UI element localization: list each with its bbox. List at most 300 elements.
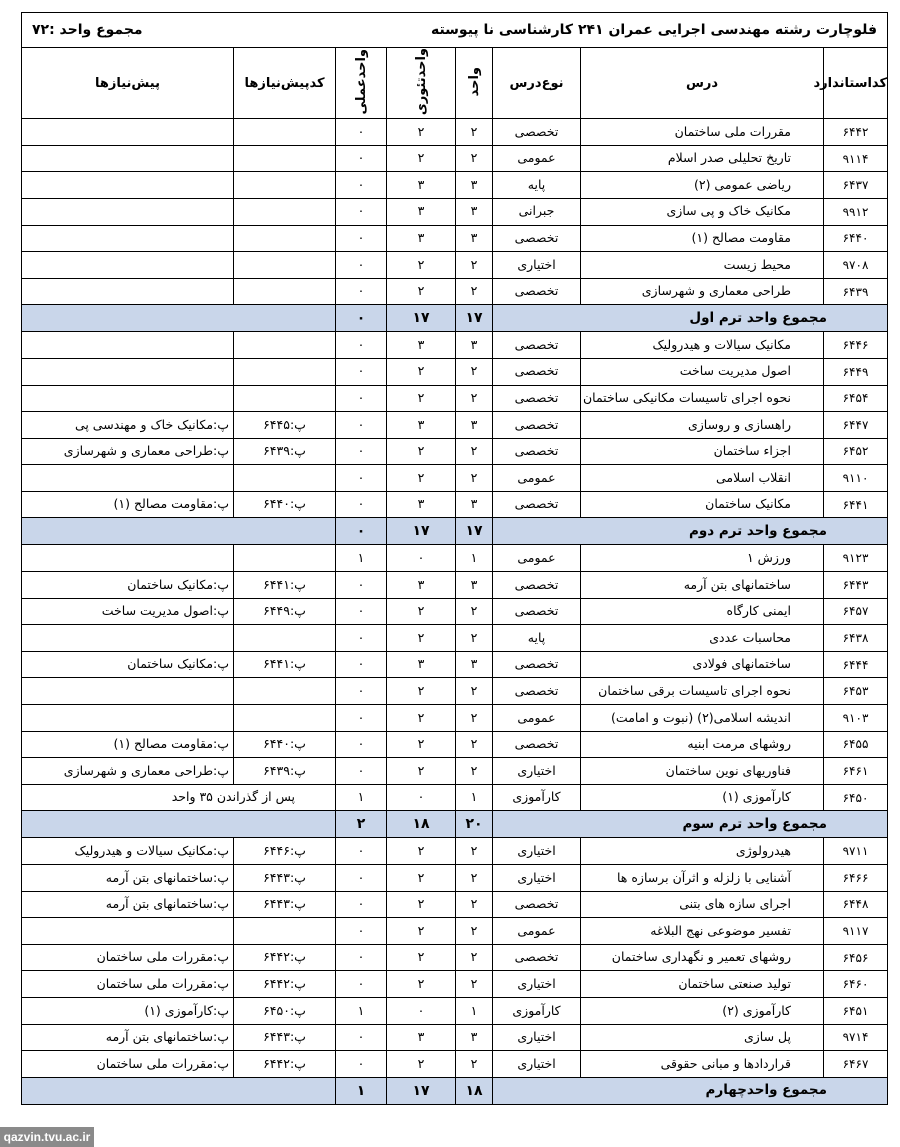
course-code: ۹۷۰۸ — [824, 252, 888, 279]
course-theory: ۲ — [387, 358, 456, 385]
course-units: ۲ — [456, 145, 493, 172]
course-code: ۶۴۴۷ — [824, 412, 888, 439]
total-units: ۱۸ — [456, 1077, 493, 1104]
course-units: ۳ — [456, 412, 493, 439]
course-row — [21, 412, 887, 439]
course-units: ۲ — [456, 865, 493, 892]
prerequisite-name — [21, 358, 233, 385]
course-practical: ۰ — [336, 758, 387, 785]
course-code: ۶۴۵۰ — [824, 784, 888, 811]
course-type: پایه — [493, 172, 581, 199]
course-type: تخصصی — [493, 332, 581, 359]
course-practical: ۰ — [336, 651, 387, 678]
course-theory: ۲ — [387, 705, 456, 732]
course-row — [21, 145, 887, 172]
course-row — [21, 891, 887, 918]
header-theory — [387, 48, 456, 119]
course-theory: ۲ — [387, 385, 456, 412]
course-code: ۶۴۵۷ — [824, 598, 888, 625]
course-code: ۶۴۶۱ — [824, 758, 888, 785]
course-units: ۲ — [456, 252, 493, 279]
course-practical: ۰ — [336, 918, 387, 945]
course-row — [21, 705, 887, 732]
prerequisite-code: پ:۶۴۴۳ — [234, 891, 336, 918]
course-code: ۶۴۳۸ — [824, 625, 888, 652]
header-units-label: واحد — [466, 66, 482, 97]
course-units: ۲ — [456, 278, 493, 305]
header-prereq-code: کدپیش‌نیازها — [234, 48, 336, 119]
total-blank — [21, 518, 335, 545]
course-type: اختیاری — [493, 838, 581, 865]
prerequisite-code: پ:۶۴۳۹ — [234, 758, 336, 785]
prerequisite-code — [234, 385, 336, 412]
course-theory: ۲ — [387, 278, 456, 305]
prerequisite-code: پ:۶۴۴۳ — [234, 865, 336, 892]
site-watermark: qazvin.tvu.ac.ir — [0, 1127, 94, 1147]
course-name: اندیشه اسلامی(۲) (نبوت و امامت) — [581, 705, 824, 732]
course-type: تخصصی — [493, 358, 581, 385]
course-row — [21, 119, 887, 146]
course-type: اختیاری — [493, 758, 581, 785]
course-code: ۹۱۱۷ — [824, 918, 888, 945]
prerequisite-code: پ:۶۴۴۲ — [234, 944, 336, 971]
course-practical: ۰ — [336, 438, 387, 465]
prerequisite-code: پ:۶۴۳۹ — [234, 438, 336, 465]
course-theory: ۰ — [387, 784, 456, 811]
course-units: ۱ — [456, 997, 493, 1024]
total-theory: ۱۷ — [387, 1077, 456, 1104]
course-units: ۲ — [456, 918, 493, 945]
course-code: ۹۱۲۳ — [824, 545, 888, 572]
prerequisite-code — [234, 332, 336, 359]
total-units: ۲۰ — [456, 811, 493, 838]
course-name: ساختمانهای بتن آرمه — [581, 572, 824, 599]
course-units: ۳ — [456, 1024, 493, 1051]
course-practical: ۰ — [336, 971, 387, 998]
course-row — [21, 278, 887, 305]
course-practical: ۰ — [336, 198, 387, 225]
course-practical: ۰ — [336, 465, 387, 492]
course-row — [21, 1024, 887, 1051]
prerequisite-code: پ:۶۴۴۶ — [234, 838, 336, 865]
course-row — [21, 545, 887, 572]
course-units: ۲ — [456, 731, 493, 758]
course-type: پایه — [493, 625, 581, 652]
course-code: ۶۴۵۱ — [824, 997, 888, 1024]
course-practical: ۰ — [336, 332, 387, 359]
course-units: ۳ — [456, 572, 493, 599]
course-practical: ۰ — [336, 145, 387, 172]
course-theory: ۲ — [387, 891, 456, 918]
prerequisite-code — [234, 225, 336, 252]
course-name: قراردادها و مبانی حقوقی — [581, 1051, 824, 1078]
course-theory: ۳ — [387, 1024, 456, 1051]
course-theory: ۲ — [387, 465, 456, 492]
course-type: اختیاری — [493, 252, 581, 279]
course-code: ۶۴۵۵ — [824, 731, 888, 758]
course-name: ورزش ۱ — [581, 545, 824, 572]
prerequisite-name — [21, 545, 233, 572]
course-name: فناوریهای نوین ساختمان — [581, 758, 824, 785]
total-blank — [21, 811, 335, 838]
course-practical: ۰ — [336, 1024, 387, 1051]
prerequisite-name — [21, 225, 233, 252]
course-practical: ۰ — [336, 119, 387, 146]
course-units: ۲ — [456, 119, 493, 146]
course-units: ۲ — [456, 944, 493, 971]
course-type: تخصصی — [493, 944, 581, 971]
total-units: مجموع واحد :۷۲ — [31, 22, 143, 38]
course-code: ۹۷۱۴ — [824, 1024, 888, 1051]
header-units — [456, 48, 493, 119]
semester-total-row — [21, 518, 887, 545]
course-practical: ۰ — [336, 891, 387, 918]
course-row — [21, 385, 887, 412]
prerequisite-code — [234, 358, 336, 385]
course-practical: ۰ — [336, 358, 387, 385]
course-units: ۲ — [456, 971, 493, 998]
prerequisite-name: پ:مقاومت مصالح (۱) — [21, 491, 233, 518]
table-body — [21, 119, 887, 1105]
course-units: ۲ — [456, 678, 493, 705]
course-row — [21, 971, 887, 998]
course-code: ۶۴۵۲ — [824, 438, 888, 465]
course-name: مکانیک خاک و پی سازی — [581, 198, 824, 225]
course-row — [21, 651, 887, 678]
course-row — [21, 172, 887, 199]
prerequisite-name — [21, 278, 233, 305]
total-units: ۱۷ — [456, 518, 493, 545]
header-type: نوع‌درس — [493, 48, 581, 119]
prerequisite-code: پ:۶۴۴۳ — [234, 1024, 336, 1051]
course-type: تخصصی — [493, 598, 581, 625]
course-practical: ۰ — [336, 172, 387, 199]
prerequisite-name — [21, 678, 233, 705]
course-type: اختیاری — [493, 971, 581, 998]
course-row — [21, 465, 887, 492]
prerequisite-code — [234, 198, 336, 225]
prerequisite-name — [21, 145, 233, 172]
course-type: جبرانی — [493, 198, 581, 225]
course-code: ۶۴۴۴ — [824, 651, 888, 678]
course-code: ۶۴۶۶ — [824, 865, 888, 892]
course-type: تخصصی — [493, 891, 581, 918]
course-name: راهسازی و روسازی — [581, 412, 824, 439]
total-blank — [21, 1077, 335, 1104]
prerequisite-name — [21, 198, 233, 225]
prerequisite-name — [21, 172, 233, 199]
prerequisite-code: پ:۶۴۴۹ — [234, 598, 336, 625]
course-units: ۳ — [456, 172, 493, 199]
course-name: طراحی معماری و شهرسازی — [581, 278, 824, 305]
course-name: تفسیر موضوعی نهج البلاغه — [581, 918, 824, 945]
prerequisite-name: پ:مقررات ملی ساختمان — [21, 971, 233, 998]
course-code: ۶۴۴۸ — [824, 891, 888, 918]
course-code: ۹۹۱۲ — [824, 198, 888, 225]
prerequisite-name: پ:مکانیک سیالات و هیدرولیک — [21, 838, 233, 865]
course-code: ۶۴۳۷ — [824, 172, 888, 199]
total-theory: ۱۷ — [387, 518, 456, 545]
course-practical: ۰ — [336, 838, 387, 865]
course-theory: ۳ — [387, 491, 456, 518]
course-code: ۹۱۱۴ — [824, 145, 888, 172]
course-row — [21, 838, 887, 865]
prerequisite-name: پ:ساختمانهای بتن آرمه — [21, 865, 233, 892]
prerequisite-name — [21, 705, 233, 732]
course-name: اجزاء ساختمان — [581, 438, 824, 465]
prerequisite-name: پ:اصول مدیریت ساخت — [21, 598, 233, 625]
total-blank — [21, 305, 335, 332]
course-theory: ۳ — [387, 172, 456, 199]
total-practical: ۱ — [336, 1077, 387, 1104]
course-theory: ۳ — [387, 412, 456, 439]
course-type: اختیاری — [493, 1024, 581, 1051]
course-type: کارآموزی — [493, 784, 581, 811]
header-prereq: پیش‌نیازها — [21, 48, 233, 119]
prerequisite-code: پ:۶۴۴۵ — [234, 412, 336, 439]
course-theory: ۲ — [387, 598, 456, 625]
course-units: ۱ — [456, 784, 493, 811]
course-theory: ۲ — [387, 971, 456, 998]
course-name: ریاضی عمومی (۲) — [581, 172, 824, 199]
prerequisite-code — [234, 465, 336, 492]
prerequisite-code — [234, 119, 336, 146]
prerequisite-name: پ:مکانیک خاک و مهندسی پی — [21, 412, 233, 439]
prerequisite-code: پ:۶۴۵۰ — [234, 997, 336, 1024]
course-name: روشهای مرمت ابنیه — [581, 731, 824, 758]
course-row — [21, 944, 887, 971]
course-row — [21, 438, 887, 465]
course-practical: ۰ — [336, 572, 387, 599]
prerequisite-code: پ:۶۴۴۱ — [234, 572, 336, 599]
course-theory: ۳ — [387, 332, 456, 359]
course-name: پل سازی — [581, 1024, 824, 1051]
course-code: ۶۴۶۷ — [824, 1051, 888, 1078]
course-row — [21, 332, 887, 359]
course-row — [21, 678, 887, 705]
total-practical: ۲ — [336, 811, 387, 838]
course-practical: ۰ — [336, 385, 387, 412]
course-practical: ۰ — [336, 865, 387, 892]
course-practical: ۰ — [336, 412, 387, 439]
course-name: نحوه اجرای تاسیسات برقی ساختمان — [581, 678, 824, 705]
prerequisite-name — [21, 119, 233, 146]
course-type: تخصصی — [493, 731, 581, 758]
prerequisite-name: پ:کارآموزی (۱) — [21, 997, 233, 1024]
course-code: ۶۴۵۳ — [824, 678, 888, 705]
course-practical: ۰ — [336, 944, 387, 971]
course-practical: ۰ — [336, 678, 387, 705]
course-name: مکانیک ساختمان — [581, 491, 824, 518]
course-name: مکانیک سیالات و هیدرولیک — [581, 332, 824, 359]
course-theory: ۲ — [387, 252, 456, 279]
prerequisite-name: پ:ساختمانهای بتن آرمه — [21, 891, 233, 918]
semester-total-label: مجموع واحد ترم دوم — [493, 518, 888, 545]
prerequisite-name — [21, 625, 233, 652]
course-name: آشنایی با زلزله و اثرآن برسازه ها — [581, 865, 824, 892]
prerequisite-note: پس از گذراندن ۳۵ واحد — [21, 784, 335, 811]
course-units: ۲ — [456, 891, 493, 918]
course-practical: ۱ — [336, 545, 387, 572]
course-row — [21, 358, 887, 385]
prerequisite-name: پ:طراحی معماری و شهرسازی — [21, 438, 233, 465]
course-row — [21, 784, 887, 811]
course-theory: ۲ — [387, 838, 456, 865]
course-name: تولید صنعتی ساختمان — [581, 971, 824, 998]
course-theory: ۲ — [387, 758, 456, 785]
course-name: محیط زیست — [581, 252, 824, 279]
course-row — [21, 918, 887, 945]
course-units: ۲ — [456, 705, 493, 732]
course-row — [21, 758, 887, 785]
prerequisite-name — [21, 252, 233, 279]
prerequisite-code: پ:۶۴۴۲ — [234, 1051, 336, 1078]
course-units: ۲ — [456, 598, 493, 625]
course-row — [21, 252, 887, 279]
course-units: ۱ — [456, 545, 493, 572]
course-code: ۶۴۴۶ — [824, 332, 888, 359]
course-row — [21, 731, 887, 758]
semester-total-row — [21, 1077, 887, 1104]
course-row — [21, 572, 887, 599]
course-type: تخصصی — [493, 678, 581, 705]
course-name: مقاومت مصالح (۱) — [581, 225, 824, 252]
course-theory: ۲ — [387, 145, 456, 172]
prerequisite-code — [234, 625, 336, 652]
total-theory: ۱۸ — [387, 811, 456, 838]
prerequisite-code — [234, 918, 336, 945]
header-theory-label: واحدتئوری — [413, 48, 429, 116]
course-theory: ۳ — [387, 572, 456, 599]
total-theory: ۱۷ — [387, 305, 456, 332]
course-type: عمومی — [493, 145, 581, 172]
course-theory: ۲ — [387, 625, 456, 652]
semester-total-label: مجموع واحدچهارم — [493, 1077, 888, 1104]
course-code: ۶۴۴۱ — [824, 491, 888, 518]
course-theory: ۲ — [387, 119, 456, 146]
course-type: اختیاری — [493, 1051, 581, 1078]
course-type: عمومی — [493, 918, 581, 945]
course-name: مقررات ملی ساختمان — [581, 119, 824, 146]
course-practical: ۰ — [336, 705, 387, 732]
header-practical — [336, 48, 387, 119]
prerequisite-code — [234, 172, 336, 199]
course-name: هیدرولوژی — [581, 838, 824, 865]
course-row — [21, 598, 887, 625]
prerequisite-code: پ:۶۴۴۲ — [234, 971, 336, 998]
course-type: عمومی — [493, 705, 581, 732]
course-units: ۲ — [456, 1051, 493, 1078]
prerequisite-name — [21, 332, 233, 359]
course-name: اجرای سازه های بتنی — [581, 891, 824, 918]
prerequisite-code: پ:۶۴۴۱ — [234, 651, 336, 678]
curriculum-table — [21, 12, 888, 1105]
course-type: تخصصی — [493, 491, 581, 518]
course-units: ۲ — [456, 838, 493, 865]
course-units: ۳ — [456, 491, 493, 518]
total-practical: ۰ — [336, 518, 387, 545]
course-units: ۲ — [456, 758, 493, 785]
semester-total-row — [21, 305, 887, 332]
course-name: ساختمانهای فولادی — [581, 651, 824, 678]
course-code: ۶۴۴۹ — [824, 358, 888, 385]
prerequisite-name: پ:مکانیک ساختمان — [21, 572, 233, 599]
prerequisite-code: پ:۶۴۴۰ — [234, 491, 336, 518]
course-theory: ۲ — [387, 438, 456, 465]
course-practical: ۱ — [336, 784, 387, 811]
course-type: عمومی — [493, 545, 581, 572]
course-units: ۳ — [456, 332, 493, 359]
course-code: ۶۴۶۰ — [824, 971, 888, 998]
course-type: تخصصی — [493, 438, 581, 465]
prerequisite-name: پ:مقاومت مصالح (۱) — [21, 731, 233, 758]
page-title: فلوچارت رشته مهندسی اجرایی عمران ۲۴۱ کارشناسی نا پیوسته — [430, 22, 877, 38]
course-code: ۶۴۳۹ — [824, 278, 888, 305]
course-practical: ۱ — [336, 997, 387, 1024]
course-row — [21, 625, 887, 652]
course-name: نحوه اجرای تاسیسات مکانیکی ساختمان — [581, 385, 824, 412]
course-units: ۳ — [456, 198, 493, 225]
course-type: عمومی — [493, 465, 581, 492]
semester-total-row — [21, 811, 887, 838]
course-theory: ۳ — [387, 225, 456, 252]
course-practical: ۰ — [336, 731, 387, 758]
course-practical: ۰ — [336, 225, 387, 252]
course-type: تخصصی — [493, 412, 581, 439]
prerequisite-name — [21, 465, 233, 492]
course-theory: ۲ — [387, 944, 456, 971]
course-type: اختیاری — [493, 865, 581, 892]
prerequisite-code — [234, 678, 336, 705]
course-name: محاسبات عددی — [581, 625, 824, 652]
course-theory: ۰ — [387, 997, 456, 1024]
header-course: درس — [581, 48, 824, 119]
course-units: ۲ — [456, 438, 493, 465]
course-name: اصول مدیریت ساخت — [581, 358, 824, 385]
course-units: ۳ — [456, 225, 493, 252]
course-theory: ۲ — [387, 678, 456, 705]
course-name: روشهای تعمیر و نگهداری ساختمان — [581, 944, 824, 971]
course-row — [21, 865, 887, 892]
course-name: کارآموزی (۱) — [581, 784, 824, 811]
course-code: ۹۱۱۰ — [824, 465, 888, 492]
prerequisite-name: پ:ساختمانهای بتن آرمه — [21, 1024, 233, 1051]
course-practical: ۰ — [336, 598, 387, 625]
course-row — [21, 225, 887, 252]
course-name: ایمنی کارگاه — [581, 598, 824, 625]
course-code: ۹۷۱۱ — [824, 838, 888, 865]
course-units: ۲ — [456, 358, 493, 385]
course-theory: ۲ — [387, 918, 456, 945]
course-theory: ۲ — [387, 731, 456, 758]
course-theory: ۳ — [387, 198, 456, 225]
course-type: کارآموزی — [493, 997, 581, 1024]
curriculum-flowchart-sheet — [22, 12, 888, 1105]
course-theory: ۳ — [387, 651, 456, 678]
prerequisite-name: پ:مقررات ملی ساختمان — [21, 944, 233, 971]
course-units: ۲ — [456, 465, 493, 492]
course-type: تخصصی — [493, 278, 581, 305]
course-practical: ۰ — [336, 1051, 387, 1078]
prerequisite-name: پ:طراحی معماری و شهرسازی — [21, 758, 233, 785]
course-type: تخصصی — [493, 385, 581, 412]
course-units: ۲ — [456, 625, 493, 652]
course-row — [21, 491, 887, 518]
course-code: ۶۴۴۲ — [824, 119, 888, 146]
header-row — [21, 48, 887, 119]
title-row — [21, 13, 887, 48]
course-code: ۶۴۵۶ — [824, 944, 888, 971]
